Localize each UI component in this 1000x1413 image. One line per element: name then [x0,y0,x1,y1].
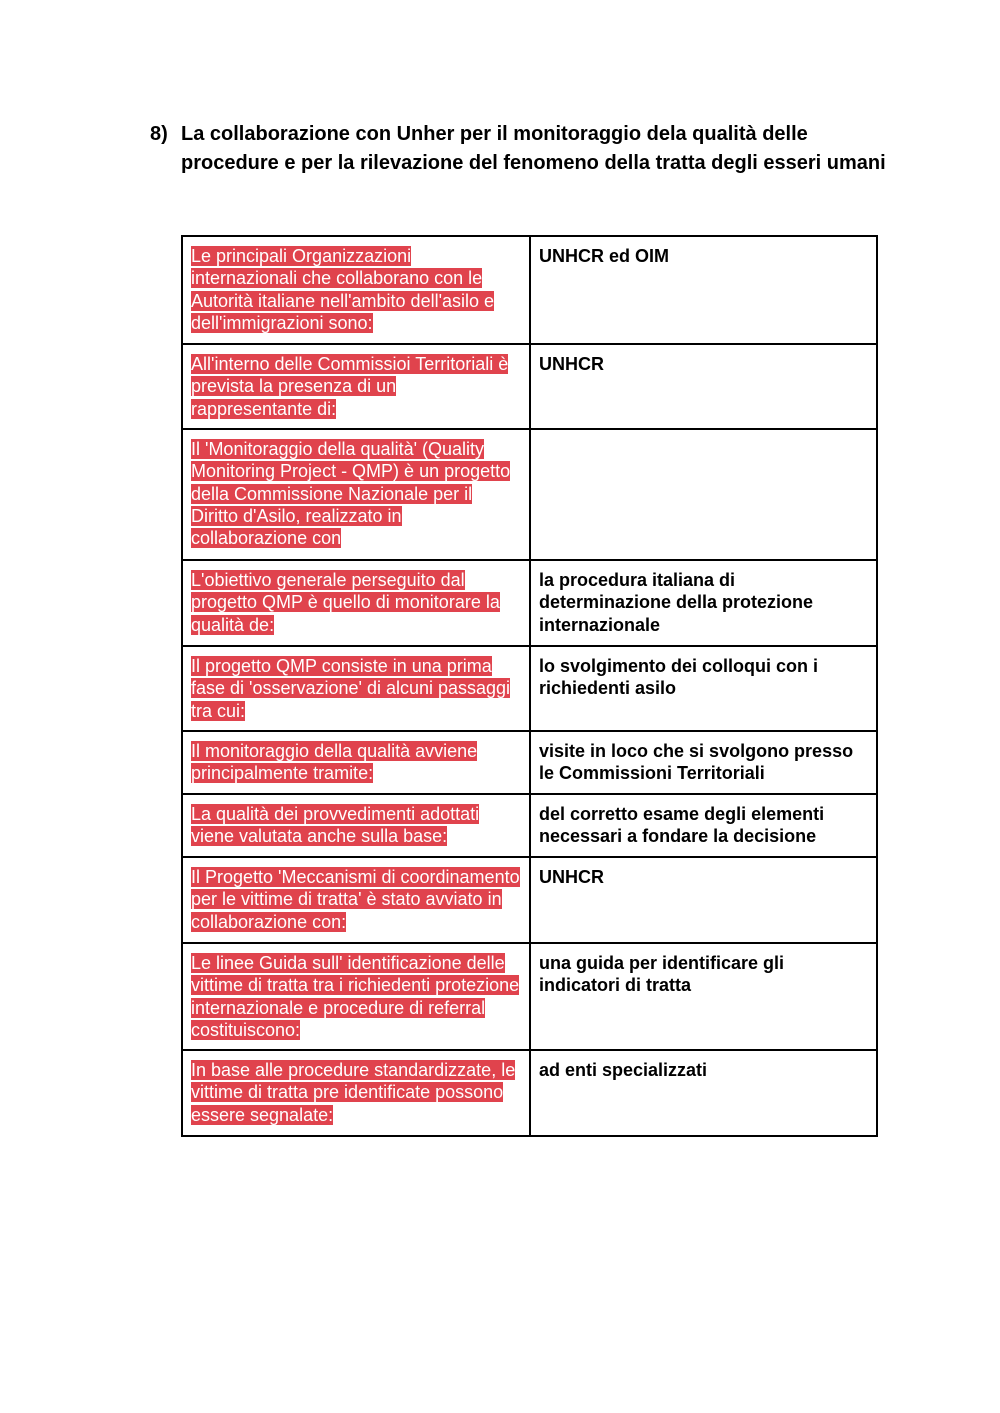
table-row [182,646,877,731]
answer-cell: UNHCR [530,344,877,429]
table-row [182,236,877,344]
section-heading [150,120,890,178]
table-row [182,1050,877,1136]
table-row [182,429,877,560]
question-text: Il Progetto 'Meccanismi di coordinamento per le vittime di tratta' è stato avviato in collaborazione con: [191,867,520,932]
answer-cell: visite in loco che si svolgono presso le Commissioni Territoriali [530,731,877,794]
table-row [182,857,877,943]
answer-cell: la procedura italiana di determinazione della protezione internazionale [530,560,877,646]
question-cell [182,560,530,646]
question-text: In base alle procedure standardizzate, le vittime di tratta pre identificate possono essere segnalate: [191,1060,516,1125]
answer-cell: UNHCR ed OIM [530,236,877,344]
question-answer-table [181,235,878,1137]
question-cell [182,236,530,344]
question-text: L'obiettivo generale perseguito dal progetto QMP è quello di monitorare la qualità de: [191,570,500,635]
question-text: Il monitoraggio della qualità avviene principalmente tramite: [191,741,478,784]
question-cell [182,731,530,794]
table-row [182,794,877,857]
question-text: Il progetto QMP consiste in una prima fase di 'osservazione' di alcuni passaggi tra cui: [191,656,511,721]
question-cell [182,794,530,857]
question-text: Le principali Organizzazioni internazionali che collaborano con le Autorità italiane nell'ambito dell'asilo e dell'immigrazioni sono: [191,246,495,333]
section-title: La collaborazione con Unher per il monitoraggio dela qualità delle procedure e per la rilevazione del fenomeno della tratta degli esseri umani [181,123,886,174]
table-row [182,560,877,646]
question-text: La qualità dei provvedimenti adottati viene valutata anche sulla base: [191,804,480,847]
section-number: 8) [150,123,168,145]
answer-cell [530,429,877,560]
question-cell [182,646,530,731]
answer-cell: ad enti specializzati [530,1050,877,1136]
answer-cell: lo svolgimento dei colloqui con i richiedenti asilo [530,646,877,731]
table-row [182,731,877,794]
question-cell [182,857,530,943]
question-cell [182,1050,530,1136]
answer-cell: una guida per identificare gli indicatori di tratta [530,943,877,1050]
question-cell [182,429,530,560]
question-cell [182,344,530,429]
answer-cell: del corretto esame degli elementi necessari a fondare la decisione [530,794,877,857]
question-text: All'interno delle Commissioi Territoriali è prevista la presenza di un rappresentante di: [191,354,509,419]
table-row [182,943,877,1050]
answer-cell: UNHCR [530,857,877,943]
question-text: Le linee Guida sull' identificazione delle vittime di tratta tra i richiedenti protezione internazionale e procedure di referral costituiscono: [191,953,520,1040]
question-text: Il 'Monitoraggio della qualità' (Quality Monitoring Project - QMP) è un progetto della Commissione Nazionale per il Diritto d'Asilo, realizzato in collaborazione con [191,439,511,549]
table-row [182,344,877,429]
question-cell [182,943,530,1050]
